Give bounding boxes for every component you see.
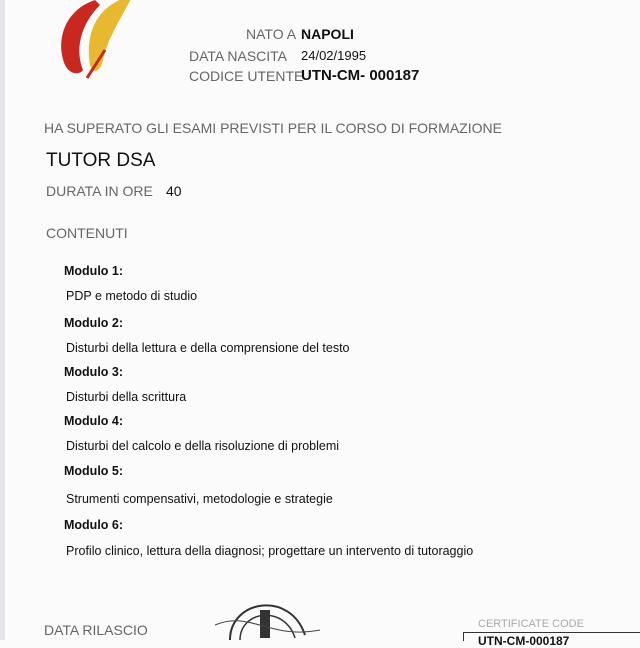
module-title: Modulo 6: [64,518,124,532]
module-desc: Disturbi del calcolo e della risoluzione di problemi [66,439,340,453]
logo-flame-icon [55,0,145,85]
module-desc: PDP e metodo di studio [66,289,198,303]
course-title: TUTOR DSA [46,150,156,171]
module-title: Modulo 1: [64,264,124,278]
certificate-code-label: CERTIFICATE CODE [478,618,584,630]
module-desc: Profilo clinico, lettura della diagnosi; progettare un intervento di tutoraggio [66,544,474,558]
birthplace-label: NATO A [246,26,297,42]
birthplace-value: NAPOLI [301,26,354,42]
issue-date-label: DATA RILASCIO [44,622,148,638]
statement: HA SUPERATO GLI ESAMI PREVISTI PER IL CORSO DI FORMAZIONE [44,120,502,136]
module-title: Modulo 5: [64,464,124,478]
user-code-label: CODICE UTENTE [189,68,304,84]
birthdate-label: DATA NASCITA [189,48,288,64]
module-title: Modulo 2: [64,316,124,330]
signature-stamp-icon [210,580,320,640]
module-title: Modulo 3: [64,365,124,379]
birthdate-value: 24/02/1995 [301,48,367,63]
module-title: Modulo 4: [64,414,124,428]
duration-value: 40 [166,183,182,199]
page-edge [0,0,5,640]
duration-label: DURATA IN ORE [46,183,153,199]
module-desc: Disturbi della scrittura [66,390,187,404]
module-desc: Strumenti compensativi, metodologie e strategie [66,492,333,506]
contents-label: CONTENUTI [46,225,128,241]
module-desc: Disturbi della lettura e della comprensione del testo [66,341,350,355]
certificate-code-value: UTN-CM-000187 [478,634,570,648]
user-code-value: UTN-CM- 000187 [301,67,420,84]
